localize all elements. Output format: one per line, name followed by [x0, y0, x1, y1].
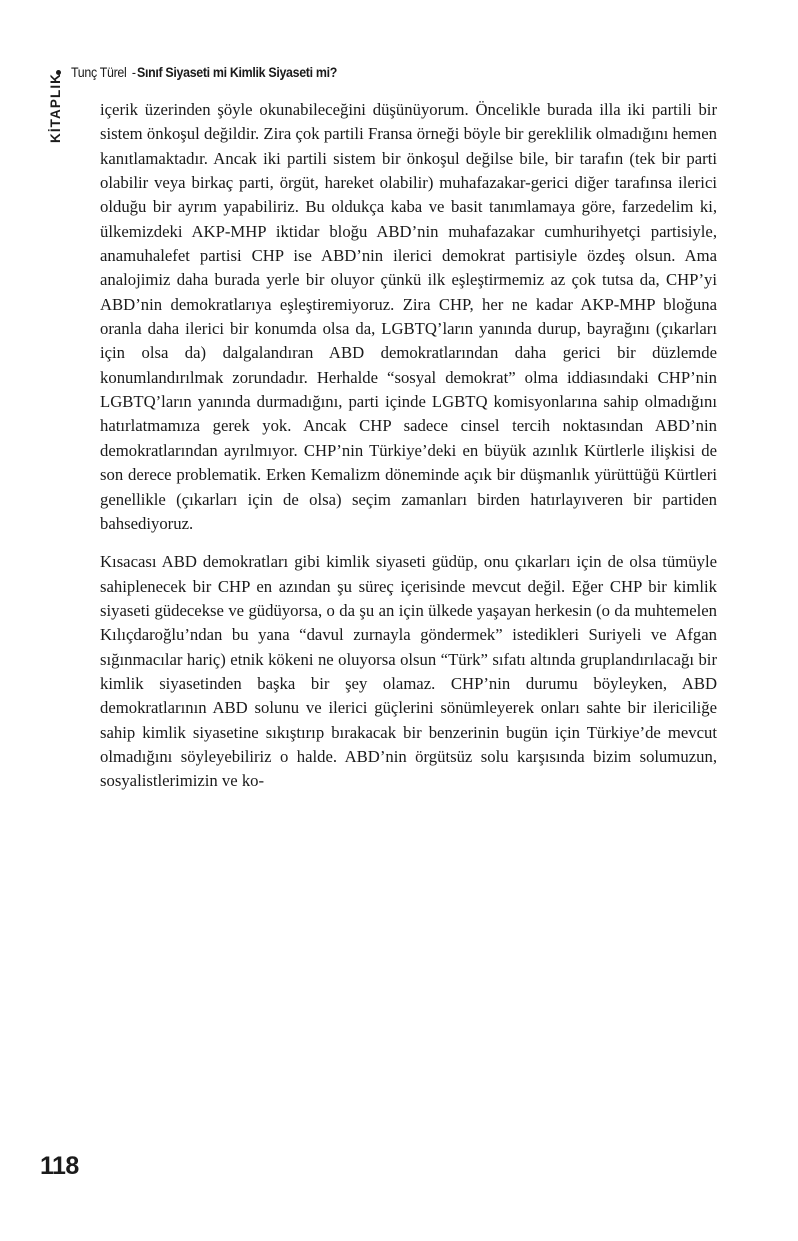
- section-marker-label: KİTAPLIK: [47, 72, 63, 144]
- header-article-title: Sınıf Siyaseti mi Kimlik Siyaseti mi?: [137, 64, 338, 80]
- header-separator: -: [132, 64, 137, 80]
- section-marker-kitaplik: [43, 53, 67, 163]
- body-text-column: [100, 98, 717, 794]
- page-number: 118: [40, 1152, 79, 1180]
- body-paragraph: Kısacası ABD demokratları gibi kimlik siyaseti güdüp, onu çıkarları için de olsa tümüyle sahiplenecek bir CHP en azından şu süreç içerisinde mevcut değil. Eğer CHP bir kimlik siyaseti güdecekse ve güdüyorsa, o da şu an için ülkede yaşayan herkesin (o da muhtemelen Kılıçdaroğlu’ndan bu yana “davul zurnayla göndermek” istedikleri Suriyeli ve Afgan sığınmacılar hariç) etnik kökeni ne oluyorsa olsun “Türk” sıfatı altında gruplandırılacağı bir kimlik siyasetinden başka bir şey olamaz. CHP’nin durumu böyleyken, ABD demokratlarının ABD solunu ve ilerici güçlerini sönümleyerek onları sahte bir ilericiliğe sahip kimlik siyasetine sıkıştırıp bırakacak bir benzerinin bugün için Türkiye’de mevcut olmadığını söyleyebiliriz o halde. ABD’nin örgütsüz solu karşısında bizim solumuzun, sosyalistlerimizin ve ko-: [100, 552, 717, 791]
- running-header: [56, 62, 355, 82]
- header-author: Tunç Türel: [71, 64, 127, 80]
- body-paragraph: içerik üzerinden şöyle okunabileceğini düşünüyorum. Öncelikle burada illa iki partili bir sistem önkoşul değildir. Zira çok partili Fransa örneği böyle bir gereklilik olmadığını hemen kanıtlamaktadır. Ancak iki partili sistem bir önkoşul değilse bile, bir tarafın (tek bir parti olabilir veya birkaç parti, örgüt, hareket olabilir) muhafazakar-gerici diğer tarafınsa ilerici olduğu bir ayrım yapabiliriz. Bu oldukça kaba ve basit tanımlamaya göre, farzedelim ki, ülkemizdeki AKP-MHP iktidar bloğu ABD’nin muhafazakar cumhurihyetçi partisiyle, anamuhalefet partisi CHP ise ABD’nin ilerici demokrat partisiyle özdeş olsun. Ama analojimiz daha burada yerle bir oluyor çünkü ilk eşleştirmemiz az çok tutsa da, CHP’yi ABD’nin demokratlarıya eşleştiremiyoruz. Zira CHP, her ne kadar AKP-MHP bloğuna oranla daha ilerici bir konumda olsa da, LGBTQ’ların yanında durup, bayrağını (çıkarları için olsa da) dalgalandıran ABD demokratlarından daha gerici bir düzlemde konumlandırılmak zorundadır. Herhalde “sosyal demokrat” olma iddiasındaki CHP’nin LGBTQ’ların yanında durmadığını, parti içinde LGBTQ komisyonlarına sahip olmadığını hatırlatmamıza gerek yok. Ancak CHP sadece cinsel tercih noktasından ABD’nin demokratlarından ayrılmıyor. CHP’nin Türkiye’deki en büyük azınlık Kürtlerle ilişkisi de son derece problematik. Erken Kemalizm döneminde açık bir düşmanlık yürüttüğü Kürtleri genellikle (çıkarları için de olsa) seçim zamanları birden hatırlayıveren bir partiden bahsediyoruz.: [100, 100, 717, 533]
